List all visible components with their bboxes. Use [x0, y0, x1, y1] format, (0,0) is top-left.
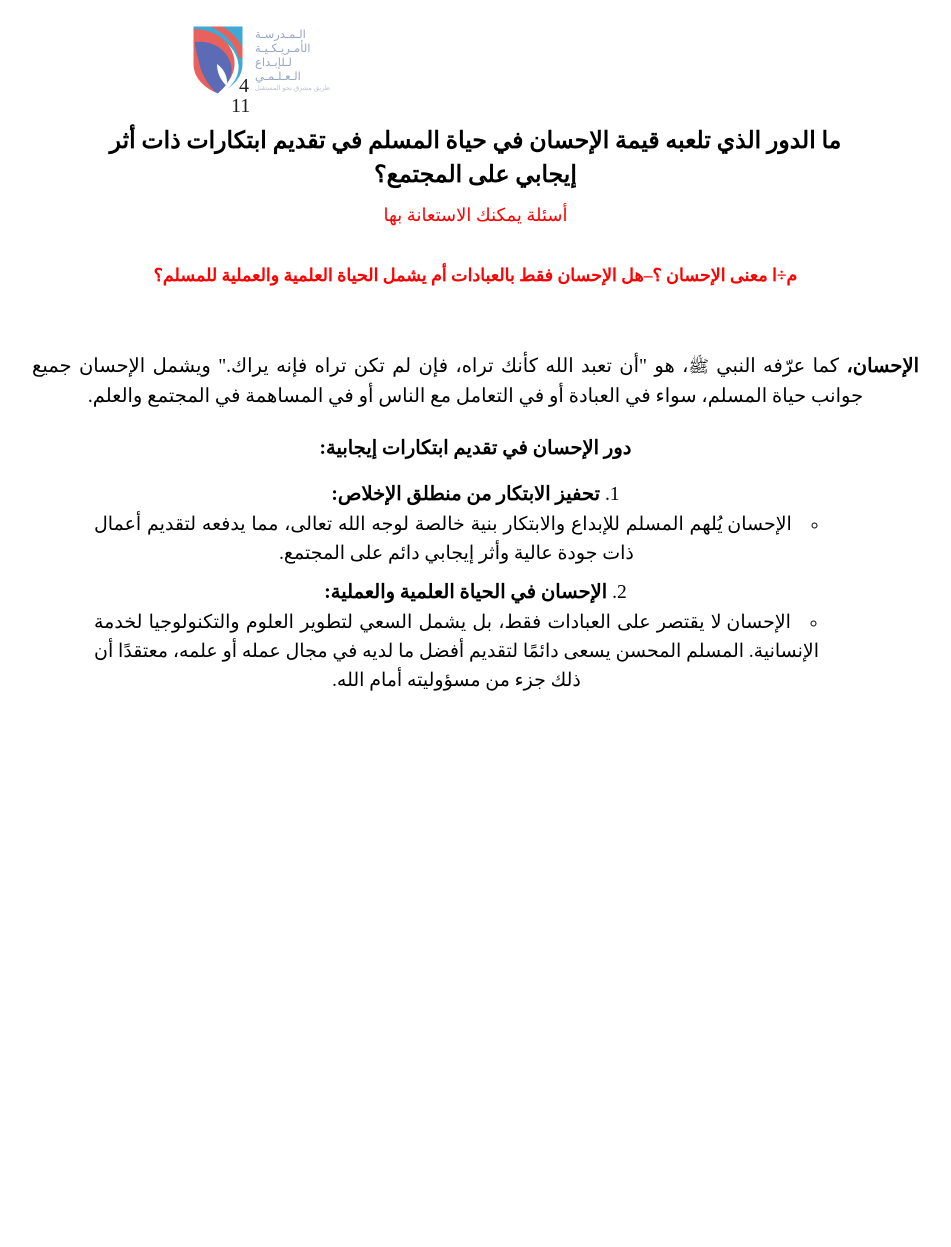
prompt-question: م÷ا معنى الإحسان ؟–هل الإحسان فقط بالعبادات أم يشمل الحياة العلمية والعملية للمسلم؟ — [153, 265, 798, 285]
logo-line-4: الـعـلـمـي — [255, 69, 301, 83]
list-item-title: الإحسان في الحياة العلمية والعملية: — [324, 582, 608, 603]
section-heading: دور الإحسان في تقديم ابتكارات إيجابية: — [319, 438, 632, 459]
intro-text-a: كما عرّفه النبي — [708, 356, 847, 377]
sub-list — [94, 510, 841, 568]
sub-list-item: ◦ الإحسان يُلهم المسلم للإبداع والابتكار بنية خالصة لوجه الله تعالى، مما يدفعه لتقديم أعمال ذات جودة عالية وأثر إيجابي دائم على المجتمع. — [94, 510, 819, 568]
intro-lead: الإحسان، — [846, 356, 919, 377]
list-item — [84, 480, 867, 568]
sub-list-item: ◦ الإحسان لا يقتصر على العبادات فقط، بل يشمل السعي لتطوير العلوم والتكنولوجيا لخدمة الإنسانية. المسلم المحسن يسعى دائمًا لتقديم أفضل ما لديه في مجال عمله أو علمه، معتقدًا أن ذلك جزء من مسؤوليته أمام الله. — [94, 608, 819, 695]
school-logo — [191, 24, 330, 117]
sub-list — [94, 608, 841, 695]
body-content — [24, 352, 927, 695]
list-item — [84, 578, 867, 695]
intro-paragraph — [32, 352, 919, 412]
shield-icon — [191, 24, 245, 96]
logo-line-1: الـمـدرسـة — [255, 27, 306, 41]
page-title: ما الدور الذي تلعبه قيمة الإحسان في حياة المسلم في تقديم ابتكارات ذات أثر إيجابي على المجتمع؟ — [109, 128, 842, 188]
logo-line-2: الأمـريـكـيـة — [255, 41, 311, 55]
intro-text-b: ، هو "أن تعبد الله كأنك تراه، فإن لم تكن تراه فإنه يراك." ويشمل الإحسان جميع جوانب حياة المسلم، سواء في العبادة أو في التعامل مع الناس أو في المساهمة في المجتمع والعلم. — [32, 356, 864, 407]
logo-wordmark — [255, 24, 330, 93]
subtitle-helper-questions: أسئلة يمكنك الاستعانة بها — [383, 205, 568, 225]
logo-line-3: لـلإبـداع — [255, 55, 292, 69]
list-item-title: تحفيز الابتكار من منطلق الإخلاص: — [331, 484, 601, 505]
page-header — [24, 0, 927, 117]
numbered-list — [84, 480, 867, 695]
page-number-primary: 4 — [239, 75, 250, 97]
logo-tagline: طريق مشرق نحو المستقبل — [255, 84, 330, 92]
salla-glyph: ﷺ — [688, 357, 709, 376]
page-number-secondary: 11 — [231, 95, 251, 117]
